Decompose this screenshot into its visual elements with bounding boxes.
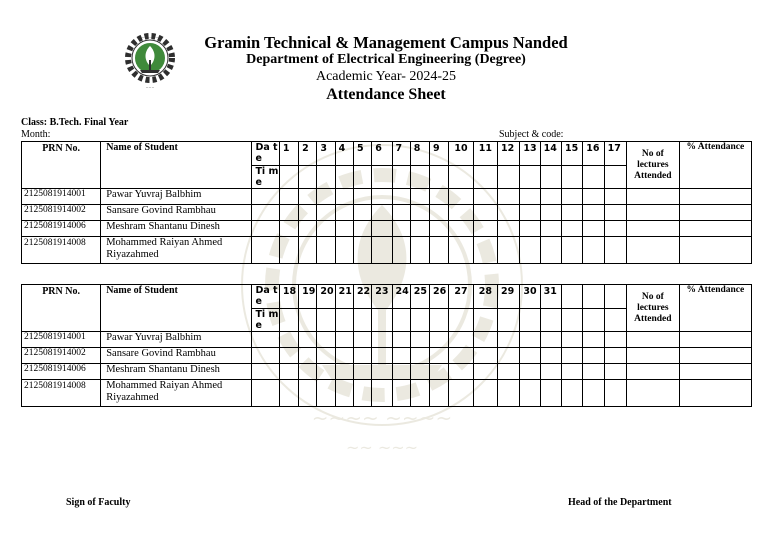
day-cell: 26 bbox=[430, 285, 449, 309]
attendance-table-days-18-31 bbox=[21, 284, 752, 407]
day-cell: 12 bbox=[498, 142, 520, 166]
day-cell: 23 bbox=[372, 285, 392, 309]
day-cell: 10 bbox=[449, 142, 473, 166]
prn-cell: 2125081914001 bbox=[22, 332, 101, 348]
day-cell: 30 bbox=[520, 285, 540, 309]
percent-attendance-header: % Attendance bbox=[679, 142, 751, 189]
percent-attendance-header: % Attendance bbox=[679, 285, 751, 332]
prn-cell: 2125081914008 bbox=[22, 380, 101, 407]
day-cell: 17 bbox=[604, 142, 626, 166]
table-row bbox=[22, 348, 752, 364]
student-name-cell: Sansare Govind Rambhau bbox=[101, 348, 252, 364]
student-name-cell: Pawar Yuvraj Balbhim bbox=[101, 189, 252, 205]
time-header: Ti me bbox=[252, 309, 279, 332]
table-row bbox=[22, 364, 752, 380]
day-cell: 29 bbox=[498, 285, 520, 309]
student-name-cell: Mohammed Raiyan Ahmed Riyazahmed bbox=[101, 237, 252, 264]
attendance-table-days-1-17 bbox=[21, 141, 752, 264]
day-cell: 18 bbox=[279, 285, 298, 309]
day-cell: 7 bbox=[392, 142, 410, 166]
day-cell: 5 bbox=[353, 142, 371, 166]
day-cell bbox=[583, 285, 604, 309]
day-cell: 21 bbox=[335, 285, 353, 309]
prn-cell: 2125081914002 bbox=[22, 348, 101, 364]
table-row bbox=[22, 189, 752, 205]
student-name-cell: Pawar Yuvraj Balbhim bbox=[101, 332, 252, 348]
header-row-date bbox=[22, 142, 752, 166]
table-row bbox=[22, 380, 752, 407]
day-cell: 20 bbox=[317, 285, 335, 309]
academic-year: Academic Year- 2024-25 bbox=[315, 69, 457, 84]
header-row-date bbox=[22, 285, 752, 309]
day-cell: 15 bbox=[561, 142, 582, 166]
svg-text:~~~: ~~~ bbox=[145, 86, 155, 90]
day-cell: 22 bbox=[353, 285, 371, 309]
day-cell: 1 bbox=[279, 142, 298, 166]
time-header: Ti me bbox=[252, 166, 279, 189]
day-cell: 19 bbox=[299, 285, 317, 309]
day-cell: 24 bbox=[392, 285, 410, 309]
day-cell: 16 bbox=[583, 142, 604, 166]
day-cell: 14 bbox=[540, 142, 561, 166]
day-cell: 13 bbox=[520, 142, 540, 166]
student-name-cell: Mohammed Raiyan Ahmed Riyazahmed bbox=[101, 380, 252, 407]
table-row bbox=[22, 332, 752, 348]
institute-name: Gramin Technical & Management Campus Nanded bbox=[204, 33, 568, 52]
table-row bbox=[22, 205, 752, 221]
svg-text:~~ ~~~: ~~ ~~~ bbox=[345, 438, 419, 457]
table-row bbox=[22, 237, 752, 264]
date-header: Da te bbox=[252, 285, 279, 309]
day-cell: 2 bbox=[299, 142, 317, 166]
date-header: Da te bbox=[252, 142, 279, 166]
day-cell: 11 bbox=[473, 142, 497, 166]
table-row bbox=[22, 221, 752, 237]
month-label: Month: bbox=[21, 129, 51, 140]
day-cell: 6 bbox=[372, 142, 392, 166]
sheet-title: Attendance Sheet bbox=[326, 86, 446, 103]
lectures-attended-header: No of lectures Attended bbox=[626, 285, 679, 332]
subject-label: Subject & code: bbox=[499, 129, 564, 140]
day-cell: 28 bbox=[473, 285, 497, 309]
day-cell bbox=[604, 285, 626, 309]
student-name-cell: Meshram Shantanu Dinesh bbox=[101, 221, 252, 237]
day-cell: 31 bbox=[540, 285, 561, 309]
faculty-signature-label: Sign of Faculty bbox=[66, 497, 131, 508]
lectures-attended-header: No of lectures Attended bbox=[626, 142, 679, 189]
svg-text:~~~~ ~~~~: ~~~~ ~~~~ bbox=[311, 406, 453, 430]
day-cell: 9 bbox=[430, 142, 449, 166]
name-header: Name of Student bbox=[101, 142, 252, 189]
prn-cell: 2125081914006 bbox=[22, 221, 101, 237]
student-name-cell: Sansare Govind Rambhau bbox=[101, 205, 252, 221]
prn-cell: 2125081914002 bbox=[22, 205, 101, 221]
day-cell: 3 bbox=[317, 142, 335, 166]
day-cell: 8 bbox=[410, 142, 429, 166]
prn-header: PRN No. bbox=[22, 285, 101, 332]
hod-signature-label: Head of the Department bbox=[568, 497, 672, 508]
class-label: Class: B.Tech. Final Year bbox=[21, 117, 129, 128]
department-name: Department of Electrical Engineering (Degree) bbox=[246, 52, 526, 67]
student-name-cell: Meshram Shantanu Dinesh bbox=[101, 364, 252, 380]
prn-header: PRN No. bbox=[22, 142, 101, 189]
prn-cell: 2125081914008 bbox=[22, 237, 101, 264]
prn-cell: 2125081914006 bbox=[22, 364, 101, 380]
day-cell: 25 bbox=[410, 285, 429, 309]
name-header: Name of Student bbox=[101, 285, 252, 332]
day-cell bbox=[561, 285, 582, 309]
day-cell: 4 bbox=[335, 142, 353, 166]
svg-text:~~~~~~: ~~~~~~ bbox=[141, 36, 159, 40]
day-cell: 27 bbox=[449, 285, 473, 309]
prn-cell: 2125081914001 bbox=[22, 189, 101, 205]
